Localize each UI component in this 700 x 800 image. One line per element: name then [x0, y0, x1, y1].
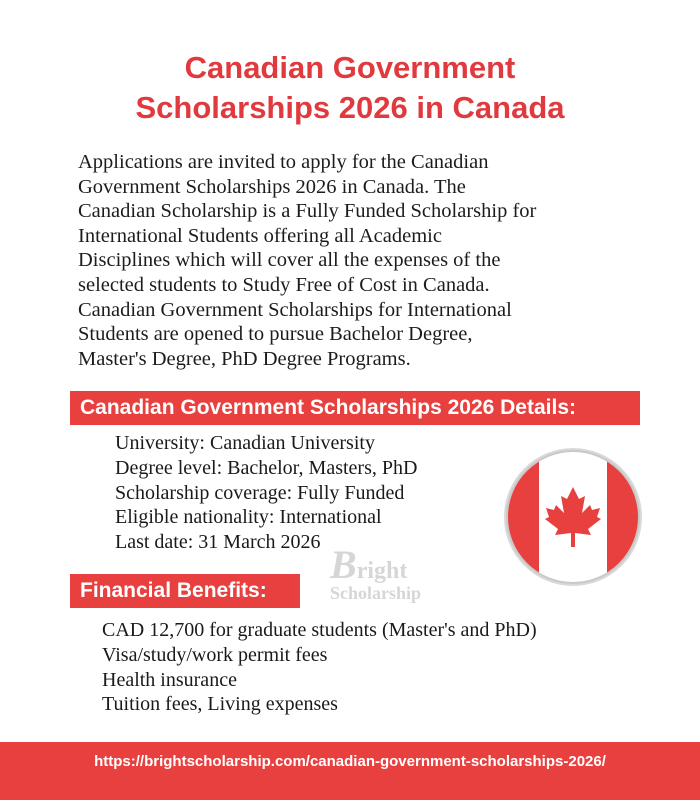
detail-university: University: Canadian University [115, 432, 375, 454]
intro-line: Disciplines which will cover all the expenses of the [78, 249, 501, 272]
intro-line: Master's Degree, PhD Degree Programs. [78, 347, 411, 370]
benefit-item: Health insurance [102, 668, 237, 691]
intro-line: International Students offering all Academic [78, 224, 442, 247]
intro-line: Students are opened to pursue Bachelor Degree, [78, 323, 473, 346]
benefit-item: Tuition fees, Living expenses [102, 693, 338, 716]
benefit-item: Visa/study/work permit fees [102, 643, 328, 666]
page-title [0, 48, 700, 128]
details-heading-banner: Canadian Government Scholarships 2026 Details: [70, 391, 640, 425]
watermark-initial: B [330, 542, 357, 587]
intro-line: Government Scholarships 2026 in Canada. The [78, 175, 466, 198]
detail-nationality: Eligible nationality: International [115, 506, 382, 529]
detail-degree-level: Degree level: Bachelor, Masters, PhD [115, 456, 418, 479]
detail-coverage: Scholarship coverage: Fully Funded [115, 481, 405, 504]
title-line-1: Canadian Government [184, 50, 516, 85]
watermark-rest: right [356, 558, 408, 584]
intro-line: Applications are invited to apply for the Canadian [78, 151, 489, 173]
intro-line: Canadian Scholarship is a Fully Funded Scholarship for [78, 200, 537, 223]
detail-last-date: Last date: 31 March 2026 [115, 531, 321, 554]
canada-flag-icon [503, 447, 643, 587]
financial-benefits-list [102, 618, 537, 717]
intro-line: selected students to Study Free of Cost in Canada. [78, 273, 490, 296]
footer-bar [0, 742, 700, 800]
details-list [115, 431, 417, 555]
title-line-2: Scholarships 2026 in Canada [135, 90, 565, 125]
intro-paragraph [78, 150, 618, 371]
benefit-item: CAD 12,700 for graduate students (Master's and PhD) [102, 619, 537, 641]
intro-line: Canadian Government Scholarships for International [78, 298, 512, 321]
financial-heading-banner: Financial Benefits: [70, 574, 300, 608]
bright-scholarship-watermark [330, 542, 460, 603]
watermark-sub: Scholarship [330, 583, 422, 603]
footer-url-link[interactable]: https://brightscholarship.com/canadian-government-scholarships-2026/ [94, 753, 606, 770]
